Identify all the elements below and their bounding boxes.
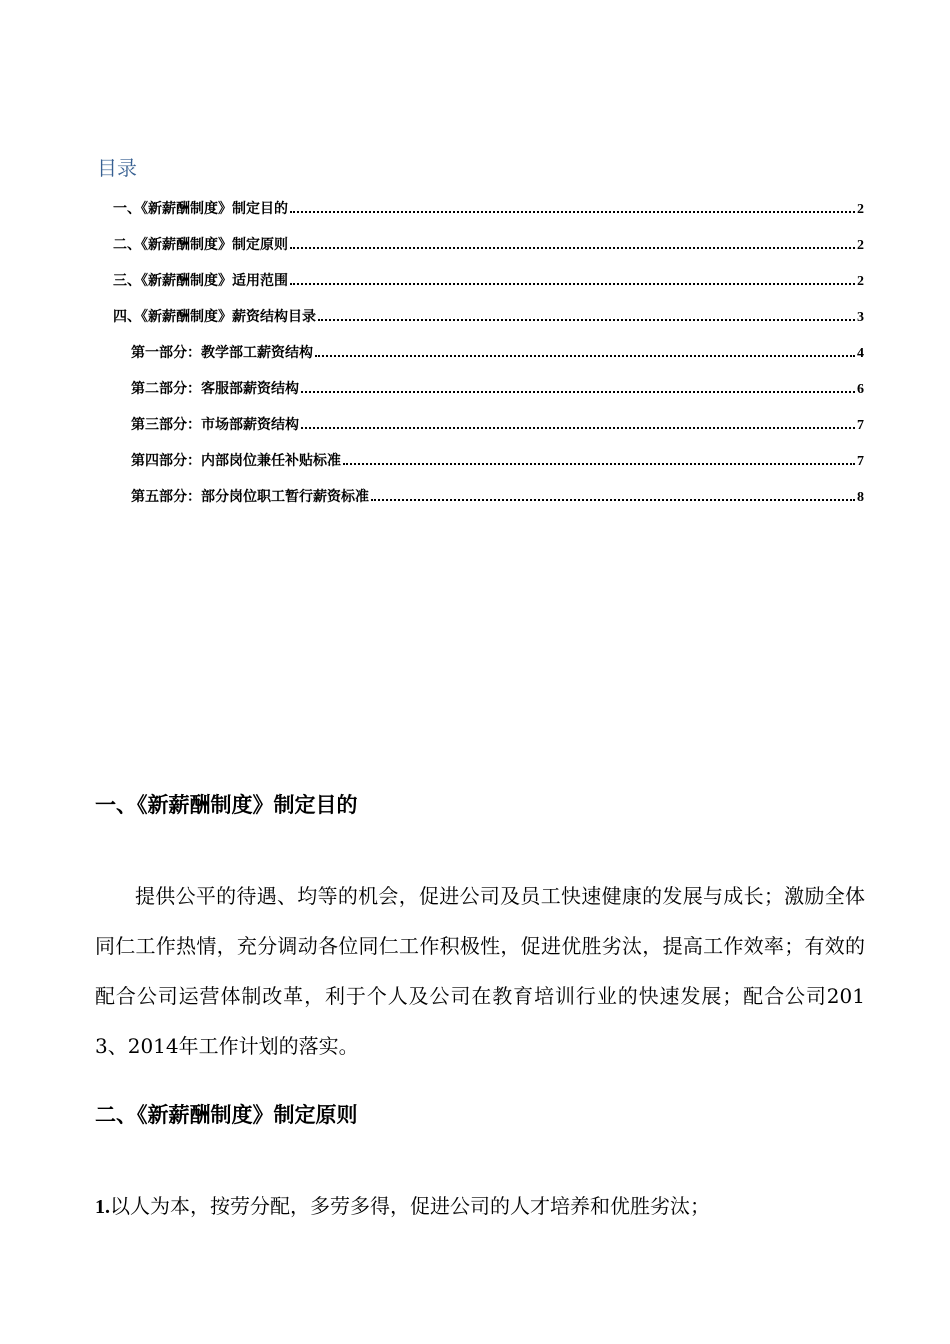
toc-title: 目录 [97,156,137,180]
toc-leader [315,355,855,357]
section-heading-purpose: 一、《新薪酬制度》制定目的 [95,793,358,817]
toc-entry[interactable] [113,235,864,256]
principle-item-number: 1. [95,1196,110,1218]
toc-entry[interactable] [113,271,864,292]
toc-entry[interactable] [113,307,864,328]
toc-entry-label: 第四部分：内部岗位兼任补贴标准 [131,453,341,469]
toc-entry-label: 第三部分：市场部薪资结构 [131,417,299,433]
principle-item-1 [95,1191,875,1222]
toc-entry[interactable] [131,415,864,436]
toc-leader [371,499,855,501]
toc-entry-page: 2 [857,238,864,253]
toc-entry[interactable] [131,379,864,400]
toc-entry-page: 8 [857,490,864,505]
section-heading-principles: 二、《新薪酬制度》制定原则 [95,1103,358,1127]
toc-leader [290,247,855,249]
toc-leader [343,463,855,465]
section-body-purpose: 提供公平的待遇、均等的机会，促进公司及员工快速健康的发展与成长；激励全体同仁工作热情，充分调动各位同仁工作积极性，促进优胜劣汰，提高工作效率；有效的配合公司运营体制改革，利于个人及公司在教育培训行业的快速发展；配合公司2013、2014年工作计划的落实。 [95,884,865,1058]
toc-leader [318,319,855,321]
toc-entry-label: 第一部分：教学部工薪资结构 [131,345,313,361]
toc-leader [301,427,855,429]
toc-entry-page: 3 [857,310,864,325]
toc-entry-page: 2 [857,274,864,289]
toc-entry[interactable] [131,487,864,508]
toc-entry-page: 4 [857,346,864,361]
toc-entry-label: 第二部分：客服部薪资结构 [131,381,299,397]
toc-entry-page: 7 [857,454,864,469]
toc-leader [290,283,855,285]
toc-entry-label: 三、《新薪酬制度》适用范围 [113,273,288,289]
toc-entry-page: 6 [857,382,864,397]
toc-entry-page: 2 [857,202,864,217]
toc-entry-label: 四、《新薪酬制度》薪资结构目录 [113,309,316,325]
toc-leader [290,211,855,213]
toc-entry[interactable] [131,343,864,364]
toc-entry-page: 7 [857,418,864,433]
principle-item-text: 以人为本，按劳分配，多劳多得，促进公司的人才培养和优胜劣汰； [110,1194,710,1218]
toc-entry[interactable] [113,199,864,220]
toc-entry-label: 二、《新薪酬制度》制定原则 [113,237,288,253]
toc-entry-label: 第五部分：部分岗位职工暂行薪资标准 [131,489,369,505]
toc-entry[interactable] [131,451,864,472]
toc-entry-label: 一、《新薪酬制度》制定目的 [113,201,288,217]
toc-leader [301,391,855,393]
